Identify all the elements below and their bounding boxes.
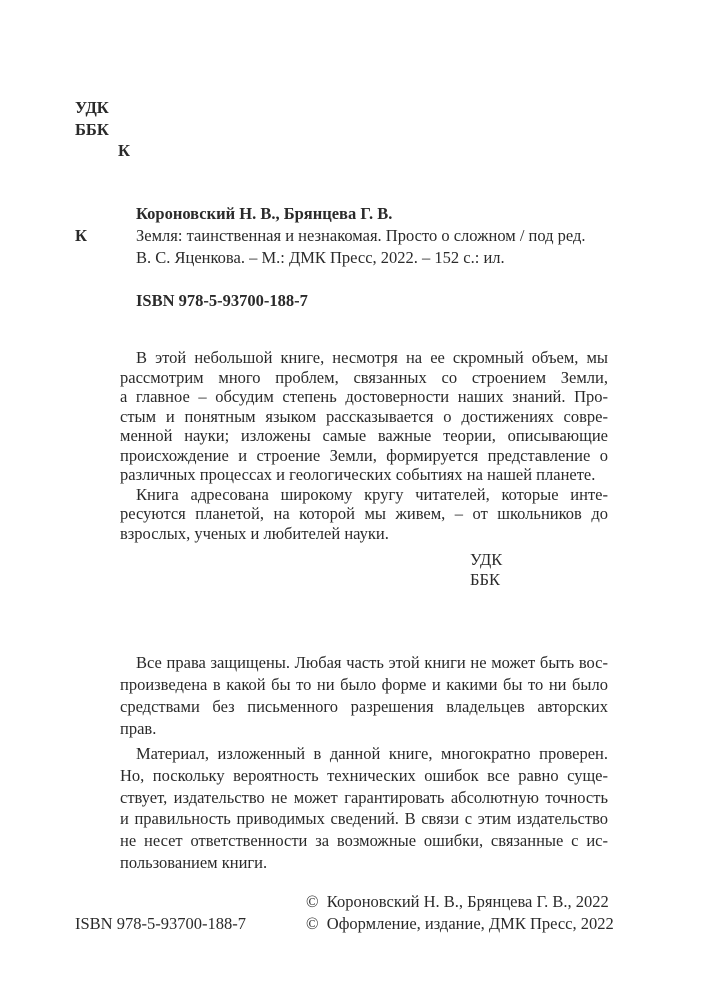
text-line: Но, поскольку вероятность технических ошибок все равно суще-	[120, 765, 608, 785]
text-line: не несет ответственности за возможные ошибки, связанные с ис-	[120, 831, 608, 851]
copyright-line	[306, 914, 614, 934]
footer-isbn: ISBN 978-5-93700-188-7	[75, 914, 246, 933]
text-line: В этой небольшой книге, несмотря на ее скромный объем, мы	[136, 348, 608, 367]
copyright-symbol: ©	[306, 914, 319, 933]
text-line: Книга адресована широкому кругу читателей, которые инте-	[136, 484, 608, 504]
author-sign: К	[118, 141, 130, 160]
text-line: средствами без письменного разрешения владельцев авторских	[120, 697, 608, 716]
title-line: В. С. Яценкова. – М.: ДМК Пресс, 2022. – 152 с.: ил.	[136, 248, 505, 267]
text-line: ресуются планетой, на которой мы живем, – от школьников до	[120, 504, 608, 523]
text-line: пользованием книги.	[120, 853, 268, 872]
authors: Короновский Н. В., Брянцева Г. В.	[136, 204, 393, 223]
isbn-bold: ISBN 978-5-93700-188-7	[136, 291, 308, 310]
title-line: Земля: таинственная и незнакомая. Просто о сложном / под ред.	[136, 226, 586, 245]
text-line: и правильность приводимых сведений. В связи с этим издательство	[120, 809, 608, 829]
abstract-udk: УДК	[470, 550, 503, 569]
text-line: происхождение и строение Земли, формируется представление о	[120, 445, 608, 465]
text-line: Материал, изложенный в данной книге, многократно проверен.	[136, 744, 608, 763]
text-line: произведена в какой бы то ни было форме и какими бы то ни было	[120, 675, 608, 694]
copyright-text: Короновский Н. В., Брянцева Г. В., 2022	[326, 892, 609, 911]
text-line: различных процессах и геологических событиях на нашей планете.	[120, 465, 596, 484]
text-line: прав.	[120, 719, 157, 738]
text-line: стым и понятным языком рассказывается о достижениях совре-	[120, 406, 608, 426]
copyright-text: Оформление, издание, ДМК Пресс, 2022	[326, 914, 614, 933]
udk-label: УДК	[75, 98, 109, 117]
abstract-bbk: ББК	[470, 570, 500, 589]
text-line: рассмотрим много проблем, связанных со строением Земли,	[120, 367, 608, 387]
text-line: Все права защищены. Любая часть этой книги не может быть вос-	[136, 653, 608, 672]
copyright-symbol: ©	[306, 892, 319, 911]
bbk-label: ББК	[75, 120, 109, 139]
text-line: ствует, издательство не может гарантировать абсолютную точность	[120, 787, 608, 807]
text-line: а главное – обсудим степень достоверности наших знаний. Про-	[120, 387, 608, 406]
text-line: взрослых, ученых и любителей науки.	[120, 523, 389, 543]
copyright-line	[306, 892, 609, 912]
author-sign-bib: К	[75, 226, 87, 245]
text-line: менной науки; изложены самые важные теории, описывающие	[120, 426, 608, 445]
